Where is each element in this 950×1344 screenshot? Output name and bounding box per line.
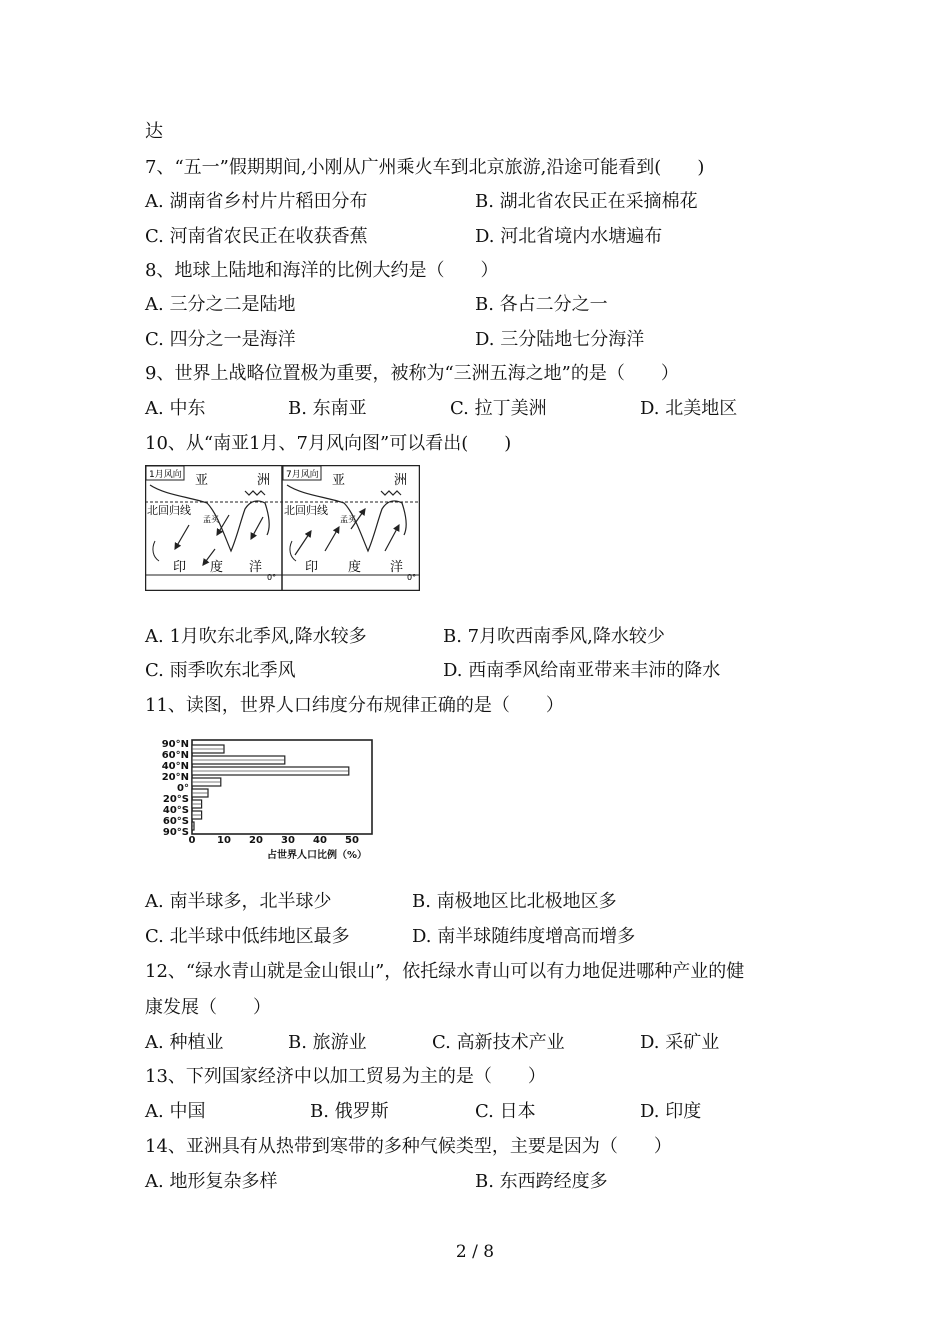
map-right-ocean-3: 洋 xyxy=(390,560,404,575)
question-13-option-a[interactable]: A. 中国 xyxy=(145,1101,206,1122)
population-latitude-chart xyxy=(148,738,438,862)
x-tick-label-20: 20 xyxy=(249,835,263,846)
y-tick-label-4: 0° xyxy=(177,783,189,794)
question-10-option-b[interactable]: B. 7月吹西南季风,降水较少 xyxy=(443,626,665,647)
map-left-city: 孟买 xyxy=(203,515,219,524)
map-right-city: 孟买 xyxy=(340,515,356,524)
question-11-option-d[interactable]: D. 南半球随纬度增高而增多 xyxy=(412,926,636,947)
y-tick-label-6: 40°S xyxy=(162,805,189,816)
x-tick-label-50: 50 xyxy=(345,835,359,846)
map-right-asia-2: 洲 xyxy=(394,473,408,488)
question-13-option-d[interactable]: D. 印度 xyxy=(640,1101,702,1122)
map-right-ocean-2: 度 xyxy=(348,560,362,575)
question-12-option-a[interactable]: A. 种植业 xyxy=(145,1032,224,1053)
page-number: 2 / 8 xyxy=(455,1242,495,1262)
question-8-option-a[interactable]: A. 三分之二是陆地 xyxy=(145,294,296,315)
question-14-stem: 14、亚洲具有从热带到寒带的多种气候类型，主要是因为（ ） xyxy=(145,1136,672,1157)
question-12-stem-line-1: 12、“绿水青山就是金山银山”，依托绿水青山可以有力地促进哪种产业的健 xyxy=(145,961,745,982)
map-right-equator: 0° xyxy=(407,573,417,582)
question-14-option-b[interactable]: B. 东西跨经度多 xyxy=(475,1171,608,1192)
question-8-option-c[interactable]: C. 四分之一是海洋 xyxy=(145,329,296,350)
map-left-asia-1: 亚 xyxy=(195,473,209,488)
question-13-stem: 13、下列国家经济中以加工贸易为主的是（ ） xyxy=(145,1066,546,1087)
map-left-ocean-1: 印 xyxy=(173,560,187,575)
question-7-option-a[interactable]: A. 湖南省乡村片片稻田分布 xyxy=(145,191,368,212)
question-12-option-d[interactable]: D. 采矿业 xyxy=(640,1032,720,1053)
map-left-ocean-3: 洋 xyxy=(249,560,263,575)
map-left-equator: 0° xyxy=(267,573,277,582)
question-7-option-c[interactable]: C. 河南省农民正在收获香蕉 xyxy=(145,226,368,247)
map-left-title: 1月风向 xyxy=(149,470,182,480)
question-12-option-c[interactable]: C. 高新技术产业 xyxy=(432,1032,565,1053)
question-7-option-d[interactable]: D. 河北省境内水塘遍布 xyxy=(475,226,663,247)
question-7-option-b[interactable]: B. 湖北省农民正在采摘棉花 xyxy=(475,191,698,212)
x-tick-label-10: 10 xyxy=(217,835,231,846)
question-12-option-b[interactable]: B. 旅游业 xyxy=(288,1032,367,1053)
map-right-ocean-1: 印 xyxy=(305,560,319,575)
y-tick-label-0: 90°N xyxy=(161,739,189,750)
question-11-option-a[interactable]: A. 南半球多，北半球少 xyxy=(145,891,332,912)
question-11-stem: 11、读图，世界人口纬度分布规律正确的是（ ） xyxy=(145,695,564,716)
x-tick-label-40: 40 xyxy=(313,835,327,846)
question-8-option-b[interactable]: B. 各占二分之一 xyxy=(475,294,608,315)
question-12-stem-line-2: 康发展（ ） xyxy=(145,997,271,1018)
map-left-asia-2: 洲 xyxy=(257,473,271,488)
question-9-option-c[interactable]: C. 拉丁美洲 xyxy=(450,398,547,419)
south-asia-wind-map xyxy=(145,465,420,591)
x-tick-label-30: 30 xyxy=(281,835,295,846)
map-left-tropic: 北回归线 xyxy=(147,504,191,517)
question-10-option-d[interactable]: D. 西南季风给南亚带来丰沛的降水 xyxy=(443,660,721,681)
y-tick-label-3: 20°N xyxy=(161,772,189,783)
question-7-stem: 7、“五一”假期期间,小刚从广州乘火车到北京旅游,沿途可能看到( ) xyxy=(145,157,705,178)
y-tick-label-1: 60°N xyxy=(161,750,189,761)
question-10-option-a[interactable]: A. 1月吹东北季风,降水较多 xyxy=(145,626,367,647)
question-9-option-a[interactable]: A. 中东 xyxy=(145,398,206,419)
question-9-option-b[interactable]: B. 东南亚 xyxy=(288,398,367,419)
map-left-ocean-2: 度 xyxy=(210,560,224,575)
question-8-option-d[interactable]: D. 三分陆地七分海洋 xyxy=(475,329,645,350)
y-tick-label-8: 90°S xyxy=(162,827,189,838)
map-right-title: 7月风向 xyxy=(286,470,319,480)
question-14-option-a[interactable]: A. 地形复杂多样 xyxy=(145,1171,278,1192)
map-right-asia-1: 亚 xyxy=(332,473,346,488)
question-13-option-c[interactable]: C. 日本 xyxy=(475,1101,536,1122)
y-tick-label-5: 20°S xyxy=(162,794,189,805)
question-10-stem: 10、从“南亚1月、7月风向图”可以看出( ) xyxy=(145,433,512,454)
x-axis-label: 占世界人口比例（%） xyxy=(266,850,368,861)
y-tick-label-2: 40°N xyxy=(161,761,189,772)
y-tick-label-7: 60°S xyxy=(162,816,189,827)
chart-frame xyxy=(192,740,372,834)
map-right-tropic: 北回归线 xyxy=(284,504,328,517)
question-13-option-b[interactable]: B. 俄罗斯 xyxy=(310,1101,389,1122)
previous-question-fragment: 达 xyxy=(145,121,163,142)
question-10-option-c[interactable]: C. 雨季吹东北季风 xyxy=(145,660,296,681)
question-9-option-d[interactable]: D. 北美地区 xyxy=(640,398,738,419)
question-11-option-b[interactable]: B. 南极地区比北极地区多 xyxy=(412,891,617,912)
question-8-stem: 8、地球上陆地和海洋的比例大约是（ ） xyxy=(145,260,499,281)
x-tick-label-0: 0 xyxy=(188,835,196,846)
question-9-stem: 9、世界上战略位置极为重要，被称为“三洲五海之地”的是（ ） xyxy=(145,363,679,384)
question-11-option-c[interactable]: C. 北半球中低纬地区最多 xyxy=(145,926,350,947)
